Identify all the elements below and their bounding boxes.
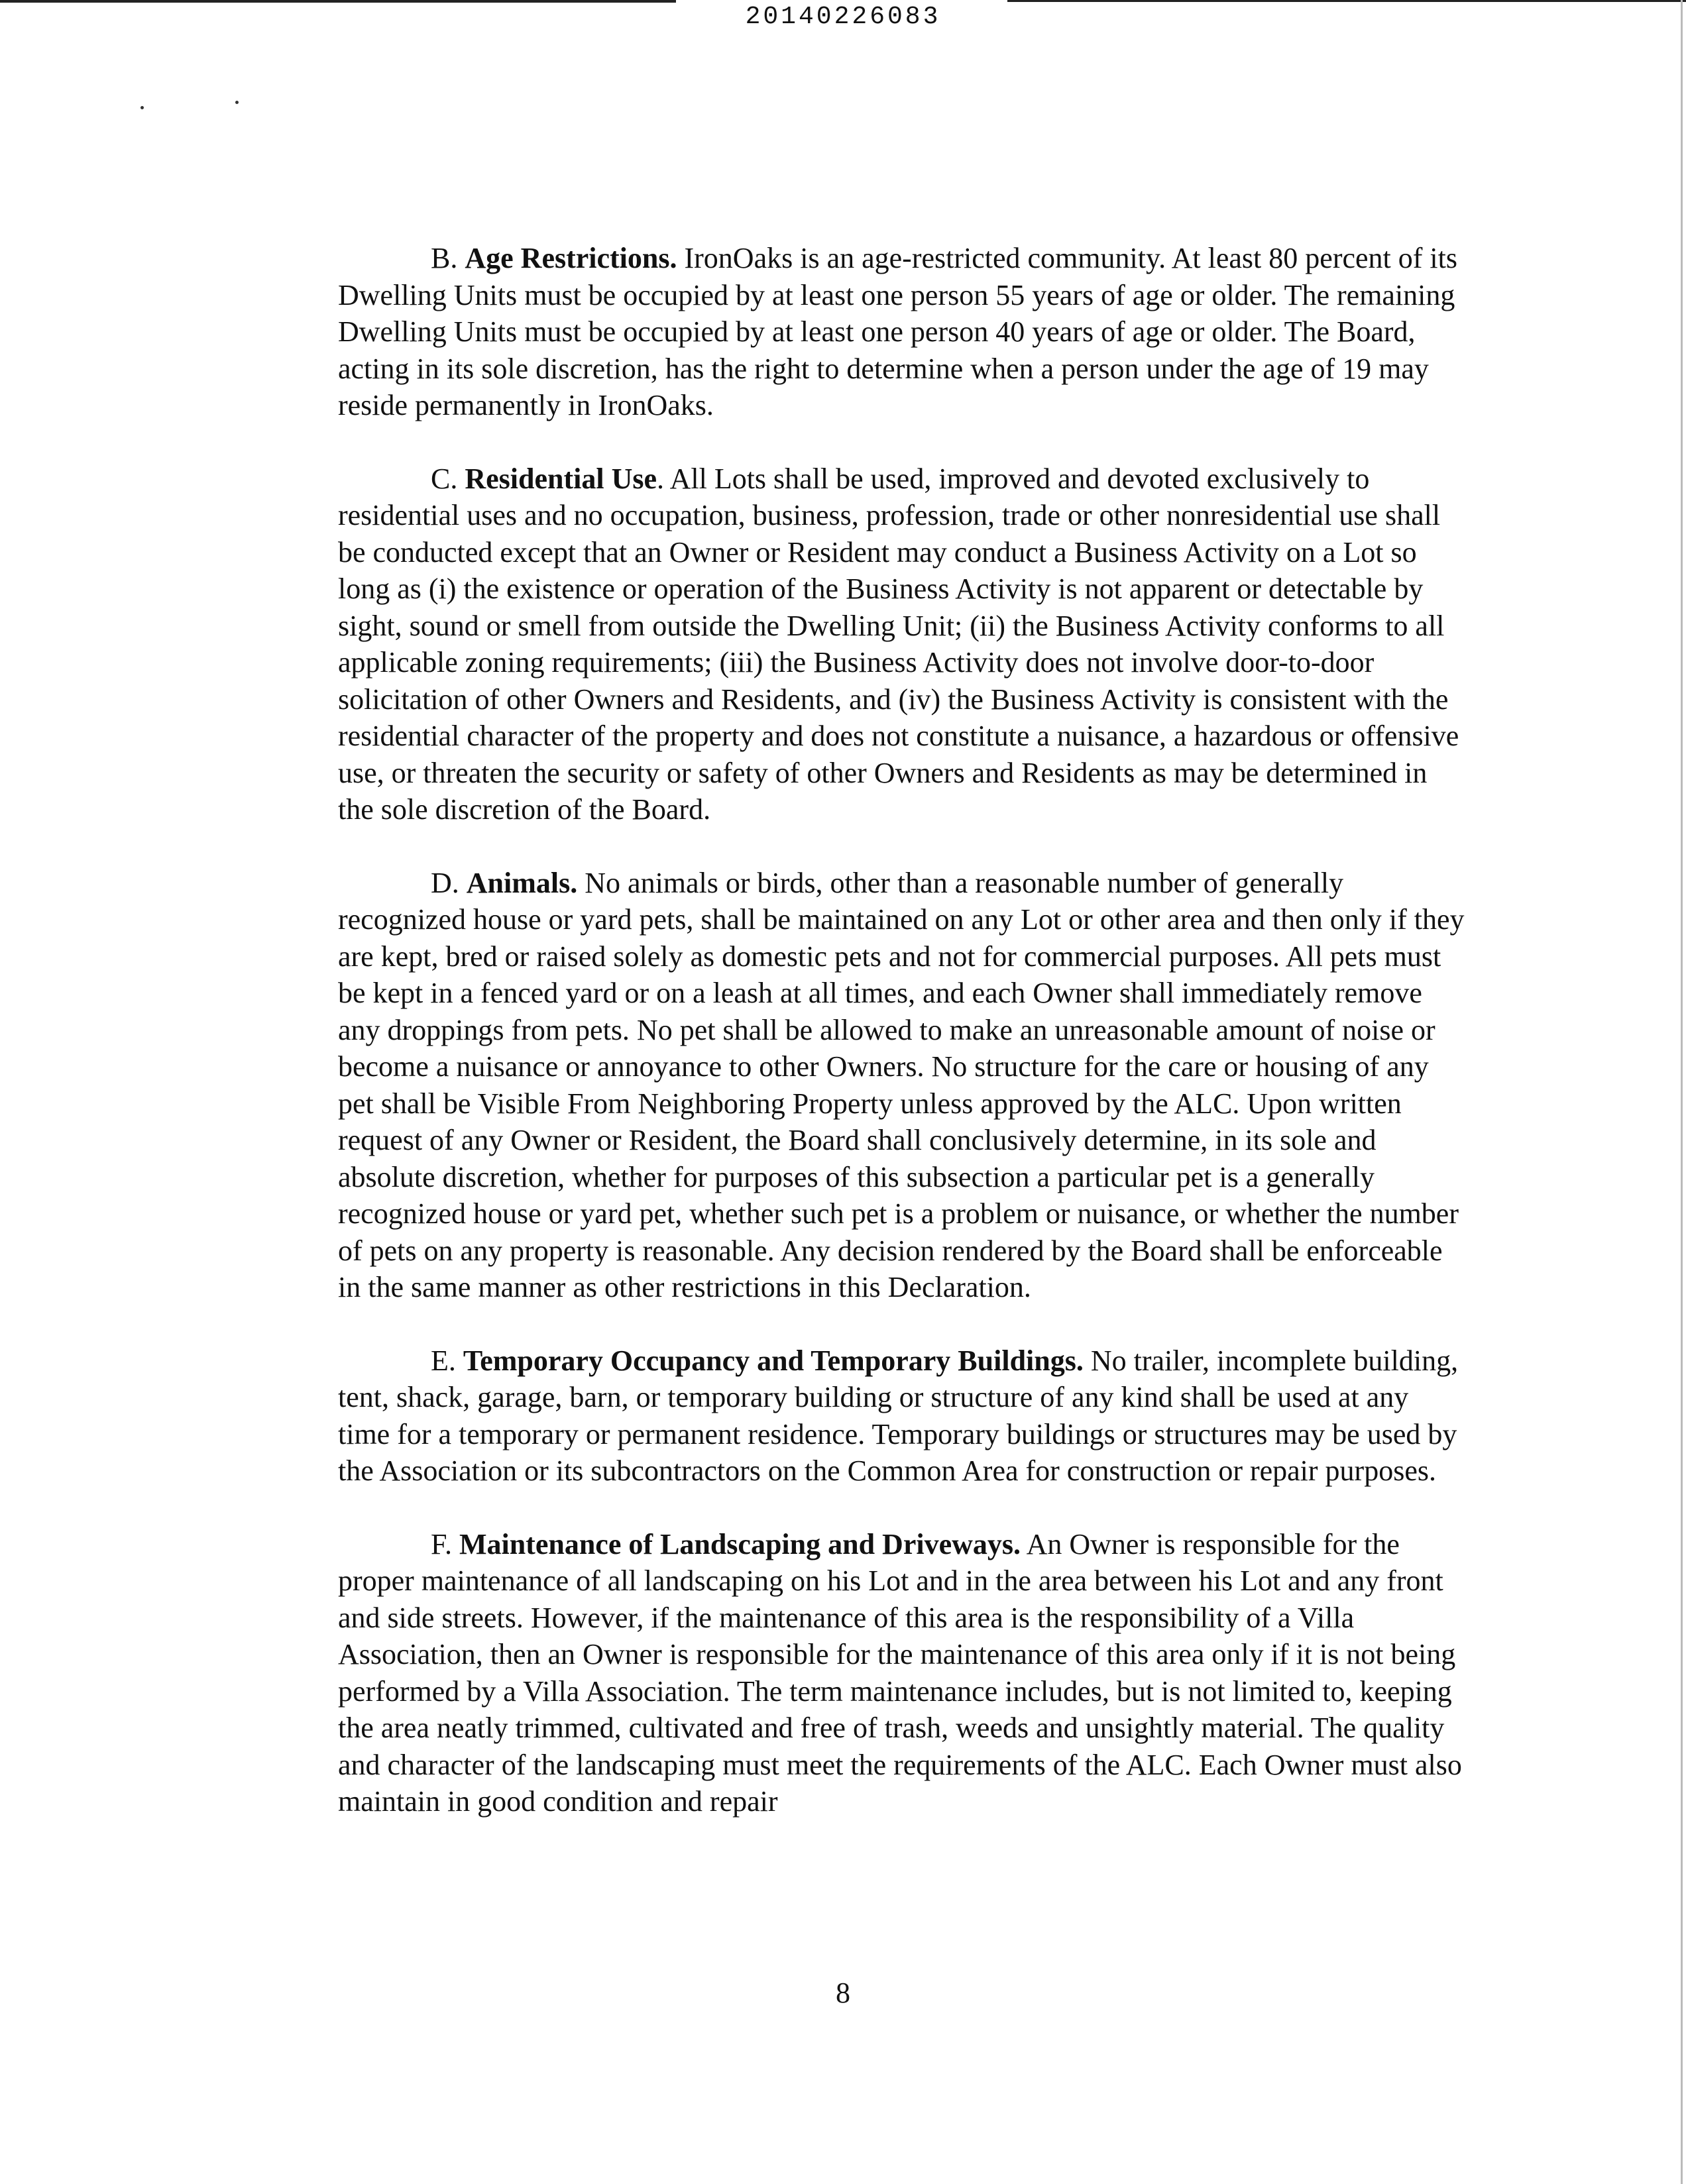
section-body: No animals or birds, other than a reasonable number of generally recognized house or yard pets, shall be maintained on any Lot or other area and then only if they are kept, bred or raised solely as domestic pets and not for commercial purposes. All pets must be kept in a fenced yard or on a leash at all times, and each Owner shall immediately remove any droppings from pets. No pet shall be allowed to make an unreasonable amount of noise or become a nuisance or annoyance to other Owners. No structure for the care or housing of any pet shall be Visible From Neighboring Property unless approved by the ALC. Upon written request of any Owner or Resident, the Board shall conclusively determine, in its sole and absolute discretion, whether for purposes of this subsection a particular pet is a generally recognized house or yard pet, whether such pet is a problem or nuisance, or whether the number of pets on any property is reasonable. Any decision rendered by the Board shall be enforceable in the same manner as other restrictions in this Declaration. (338, 866, 1465, 1303)
section-body: . All Lots shall be used, improved and devoted exclusively to residential uses and no occupation, business, profession, trade or other nonresidential use shall be conducted except that an Owner or Resident may conduct a Business Activity on a Lot so long as (i) the existence or operation of the Business Activity is not apparent or detectable by sight, sound or smell from outside the Dwelling Unit; (ii) the Business Activity conforms to all applicable zoning requirements; (iii) the Business Activity does not involve door-to-door solicitation of other Owners and Residents, and (iv) the Business Activity is consistent with the residential character of the property and does not constitute a nuisance, a hazardous or offensive use, or threaten the security or safety of other Owners and Residents as may be determined in the sole discretion of the Board. (338, 462, 1459, 826)
section-letter: C. (431, 462, 458, 495)
page-number: 8 (836, 1977, 850, 2009)
section-c-residential-use (338, 461, 1465, 828)
scan-right-edge (1681, 0, 1683, 2184)
section-heading: Temporary Occupancy and Temporary Buildings. (463, 1344, 1084, 1377)
section-heading: Maintenance of Landscaping and Driveways. (459, 1527, 1021, 1560)
scan-speck (140, 106, 144, 109)
section-heading: Animals. (466, 866, 578, 899)
section-letter: F. (431, 1527, 452, 1560)
section-letter: E. (431, 1344, 456, 1377)
scan-speck (235, 101, 239, 104)
recording-number: 20140226083 (745, 3, 941, 31)
scan-top-rule-right (1007, 0, 1686, 2)
section-body: IronOaks is an age-restricted community. At least 80 percent of its Dwelling Units must be occupied by at least one person 55 years of age or older. The remaining Dwelling Units must be occupied by at least one person 40 years of age or older. The Board, acting in its sole discretion, has the right to determine when a person under the age of 19 may reside permanently in IronOaks. (338, 242, 1457, 421)
section-body: No trailer, incomplete building, tent, shack, garage, barn, or temporary building or structure of any kind shall be used at any time for a temporary or permanent residence. Temporary buildings or structures may be used by the Association or its subcontractors on the Common Area for construction or repair purposes. (338, 1344, 1459, 1487)
section-letter: B. (431, 242, 458, 274)
section-heading: Residential Use (465, 462, 657, 495)
section-e-temporary-occupancy (338, 1342, 1465, 1490)
document-body (338, 240, 1465, 1857)
section-heading: Age Restrictions. (465, 242, 677, 274)
section-body: An Owner is responsible for the proper maintenance of all landscaping on his Lot and in the area between his Lot and any front and side streets. However, if the maintenance of this area is the responsibility of a Villa Association, then an Owner is responsible for the maintenance of this area only if it is not being performed by a Villa Association. The term maintenance includes, but is not limited to, keeping the area neatly trimmed, cultivated and free of trash, weeds and unsightly material. The quality and character of the landscaping must meet the requirements of the ALC. Each Owner must also maintain in good condition and repair (338, 1527, 1462, 1818)
section-f-maintenance-landscaping (338, 1526, 1465, 1820)
section-letter: D. (431, 866, 459, 899)
section-b-age-restrictions (338, 240, 1465, 424)
section-d-animals (338, 865, 1465, 1306)
